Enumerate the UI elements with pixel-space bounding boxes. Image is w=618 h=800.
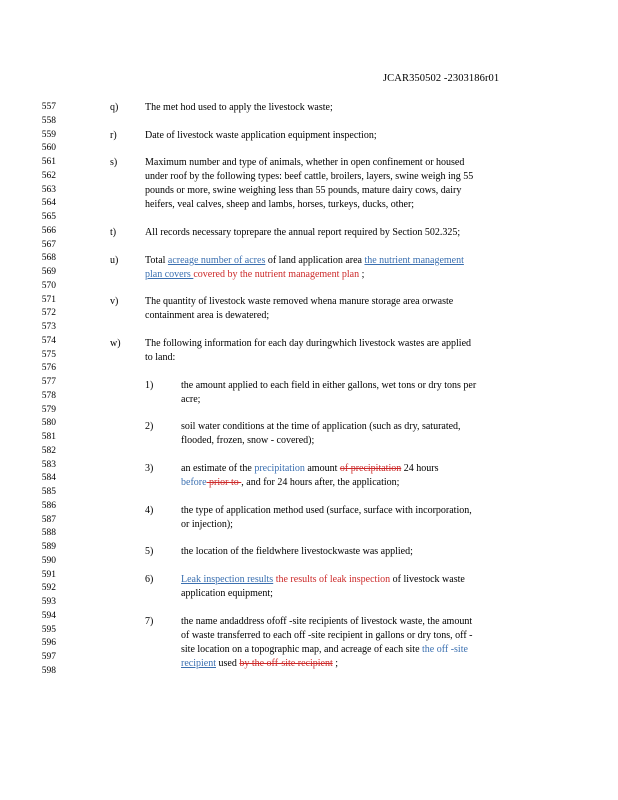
line-number: 585 [41,487,56,497]
inserted-text: Leak inspection results [181,574,274,585]
subitem-text-6-line1 [181,574,465,585]
subitem-text-3-line1 [181,463,438,474]
subitem-label-5: 5) [145,546,154,557]
subitem-label-4: 4) [145,505,154,516]
line-number: 588 [41,528,56,539]
text-run: ; [332,658,339,669]
line-number: 564 [41,198,56,209]
line-number: 590 [41,555,56,566]
line-number: 580 [41,418,56,429]
line-number: 559 [41,129,56,140]
line-number: 589 [41,542,56,552]
item-text-r: Date of livestock waste application equipment inspection; [145,130,377,141]
line-number: 579 [41,404,56,415]
line-number: 558 [41,115,56,126]
subitem-text-7-line3 [181,644,468,655]
text-run: of livestock waste [390,574,465,585]
line-number: 595 [41,624,56,635]
line-number: 574 [41,335,56,346]
line-number: 596 [41,638,56,649]
line-number: 582 [41,445,56,456]
line-number: 561 [41,157,56,167]
item-text-u-line1 [145,255,464,266]
inserted-text: before [181,477,207,488]
text-run: of land application area [265,255,365,266]
subitem-text-7-line: of waste transferred to each off -site recipient in gallons or dry tons, off - [181,630,473,641]
subitem-text-2-line: soil water conditions at the time of application (such as dry, saturated, [181,421,461,432]
text-run: Total [145,255,168,266]
line-number: 591 [41,569,56,580]
line-number: 584 [41,473,56,484]
item-text-w-line: to land: [145,352,176,363]
line-number: 573 [41,322,56,332]
line-number: 592 [41,583,56,594]
item-label-r: r) [110,130,117,141]
subitem-label-6: 6) [145,574,154,585]
inserted-text: recipient [181,658,216,669]
subitem-label-7: 7) [145,616,154,627]
text-run: used [215,658,240,669]
item-text-w-line: The following information for each day duringwhich livestock wastes are applied [145,338,472,349]
line-number: 570 [41,280,56,291]
line-number: 568 [41,253,56,264]
line-number: 567 [41,239,56,250]
deleted-text: by the off-site recipient [239,658,333,669]
text-run: amount [304,463,340,474]
line-number: 557 [41,102,56,112]
line-number: 571 [41,294,56,305]
subitem-text-7-line: the name andaddress ofoff -site recipients of livestock waste, the amount [181,616,473,627]
subitem-text-4-line: the type of application method used (surface, surface with incorporation, [181,505,472,516]
line-number: 560 [41,143,56,154]
item-text-t: All records necessary toprepare the annual report required by Section 502.325; [145,227,461,238]
line-number: 577 [41,377,56,387]
subitem-text-6-line2: application equipment; [181,588,273,599]
subitem-text-2-line: flooded, frozen, snow - covered); [181,435,315,446]
item-label-w: w) [110,338,121,349]
subitem-text-3-line2 [181,477,399,488]
line-number: 598 [41,665,56,676]
line-number: 575 [41,349,56,360]
text-run: an estimate of the [181,463,255,474]
text-run: site location on a topographic map, and acreage of each site [181,644,423,655]
inserted-text: plan covers [145,269,194,280]
text-run: ; [359,269,365,280]
line-number: 569 [41,267,56,277]
item-label-q: q) [110,102,119,113]
inserted-text: the off -site [422,644,468,655]
deleted-text: of precipitation [339,463,402,474]
text-run: 24 hours [401,463,439,474]
line-number: 572 [41,308,56,319]
subitem-label-2: 2) [145,421,154,432]
subitem-text-1-line: acre; [181,394,201,405]
subitem-text-4-line: or injection); [181,519,233,530]
line-number: 587 [41,514,56,525]
item-label-t: t) [110,227,117,238]
item-text-v-line: The quantity of livestock waste removed whena manure storage area orwaste [145,296,454,307]
line-number: 576 [41,363,56,374]
line-number: 594 [41,610,56,621]
subitem-label-1: 1) [145,380,154,391]
line-number: 565 [41,212,56,222]
item-label-u: u) [110,255,119,266]
item-text-s-line: pounds or more, swine weighing less than 55 pounds, mature dairy cows, dairy [145,185,462,196]
document-id: JCAR350502 -2303186r01 [383,73,500,84]
deleted-text: prior to [206,477,242,488]
inserted-text: the nutrient management [364,255,464,266]
subitem-label-3: 3) [145,463,154,474]
item-text-s-line: Maximum number and type of animals, whether in open confinement or housed [145,157,465,168]
line-number: 578 [41,390,56,401]
inserted-text: precipitation [254,463,305,474]
item-label-s: s) [110,157,118,168]
item-label-v: v) [110,296,119,307]
line-number: 581 [41,432,56,442]
item-text-v-line: containment area is dewatered; [145,310,270,321]
item-text-u-line2 [145,269,364,280]
line-number: 566 [41,225,56,236]
line-number: 583 [41,459,56,470]
line-number: 562 [41,170,56,181]
text-run: , and for 24 hours after, the application; [241,477,400,488]
subitem-text-1-line: the amount applied to each field in either gallons, wet tons or dry tons per [181,380,477,391]
item-text-s-line: under roof by the following types: beef cattle, broilers, layers, swine weigh ing 55 [145,171,474,182]
line-number: 597 [41,652,56,662]
line-number: 563 [41,184,56,195]
subitem-text-5: the location of the fieldwhere livestockwaste was applied; [181,546,413,557]
subitem-text-7-line4 [181,658,338,669]
line-number: 586 [41,500,56,511]
inserted-text: acreage number of acres [167,255,266,266]
inserted-text-red: covered by the nutrient management plan [193,269,360,280]
item-text-s-line: heifers, veal calves, sheep and lambs, horses, turkeys, ducks, other; [145,199,415,210]
item-text-q: The met hod used to apply the livestock waste; [145,102,333,113]
inserted-text-red: the results of leak inspection [273,574,391,585]
line-number: 593 [41,597,56,607]
